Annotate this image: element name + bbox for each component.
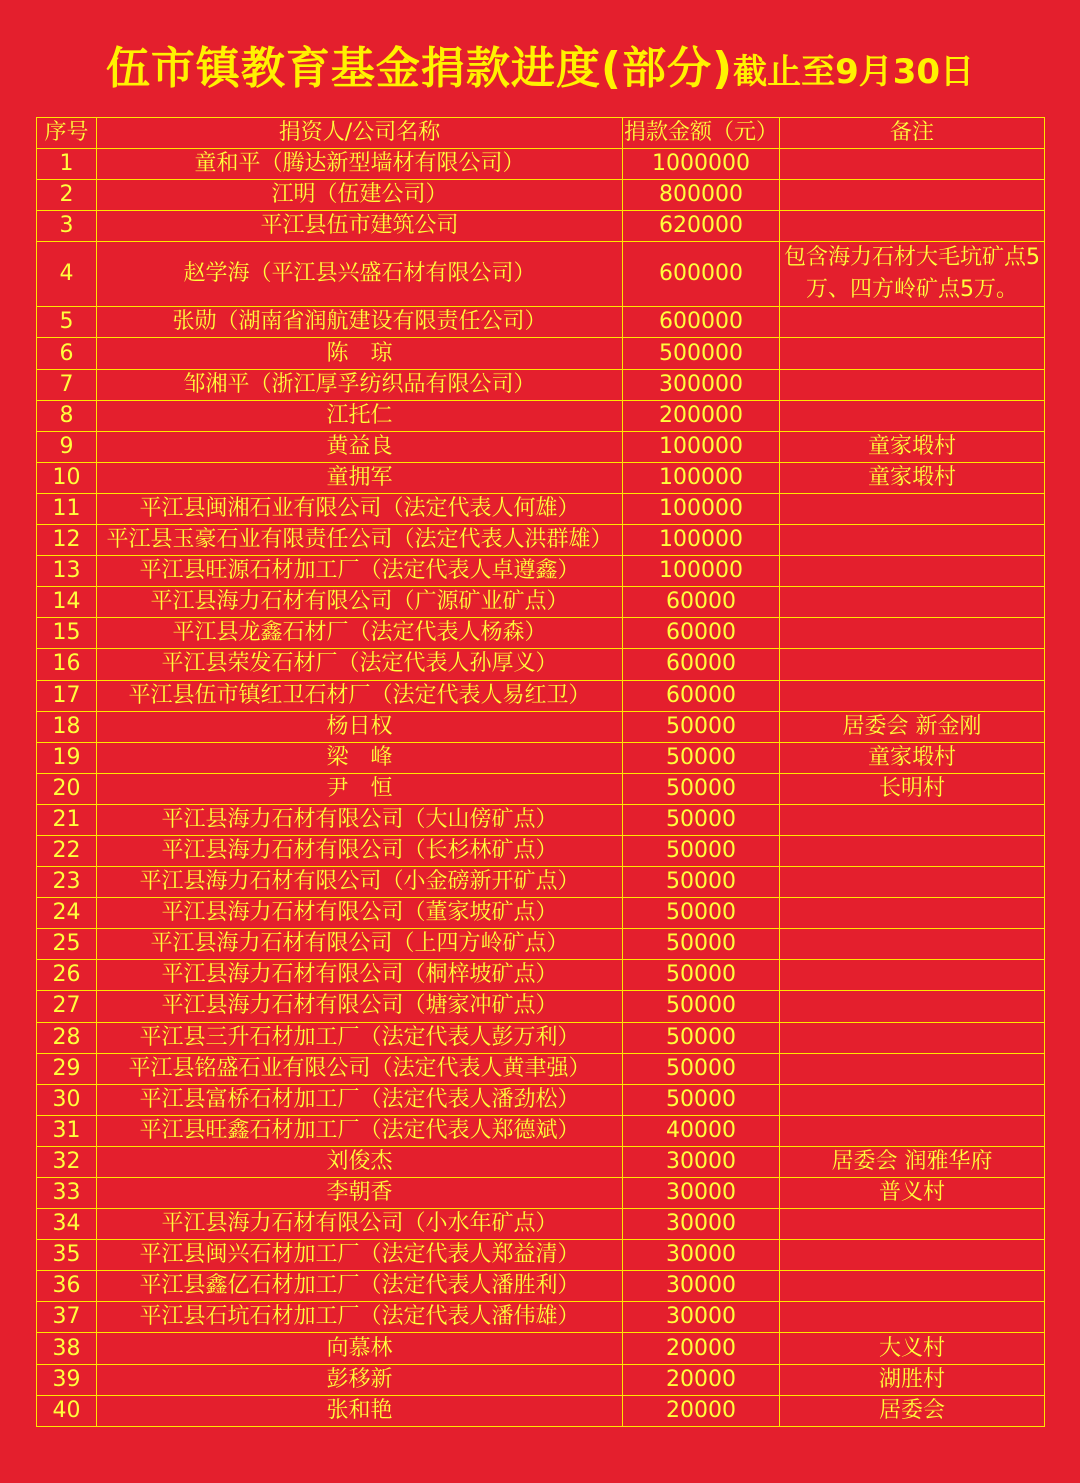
table-row <box>37 835 1045 866</box>
cell-seq: 13 <box>37 556 97 587</box>
cell-remark <box>780 1240 1045 1271</box>
cell-seq: 21 <box>37 804 97 835</box>
table-row <box>37 680 1045 711</box>
table-header-row <box>37 118 1045 149</box>
table-row <box>37 1333 1045 1364</box>
cell-name: 平江县海力石材有限公司（大山傍矿点） <box>97 804 623 835</box>
cell-remark <box>780 960 1045 991</box>
cell-seq: 32 <box>37 1146 97 1177</box>
cell-name: 童和平（腾达新型墙材有限公司） <box>97 149 623 180</box>
cell-name: 张和艳 <box>97 1395 623 1426</box>
table-row <box>37 1053 1045 1084</box>
cell-amount: 30000 <box>623 1302 780 1333</box>
cell-remark: 普义村 <box>780 1178 1045 1209</box>
cell-remark <box>780 587 1045 618</box>
cell-amount: 50000 <box>623 1022 780 1053</box>
cell-name: 平江县海力石材有限公司（上四方岭矿点） <box>97 929 623 960</box>
table-row <box>37 1146 1045 1177</box>
cell-remark <box>780 556 1045 587</box>
cell-name: 平江县海力石材有限公司（董家坡矿点） <box>97 898 623 929</box>
table-row <box>37 587 1045 618</box>
table-row <box>37 1395 1045 1426</box>
table-row <box>37 242 1045 307</box>
cell-seq: 30 <box>37 1084 97 1115</box>
cell-remark <box>780 369 1045 400</box>
cell-amount: 620000 <box>623 211 780 242</box>
cell-amount: 300000 <box>623 369 780 400</box>
header-amount: 捐款金额（元） <box>623 118 780 149</box>
table-row <box>37 525 1045 556</box>
cell-amount: 20000 <box>623 1395 780 1426</box>
cell-name: 平江县三升石材加工厂（法定代表人彭万利） <box>97 1022 623 1053</box>
cell-remark <box>780 525 1045 556</box>
cell-name: 李朝香 <box>97 1178 623 1209</box>
cell-seq: 38 <box>37 1333 97 1364</box>
cell-amount: 50000 <box>623 991 780 1022</box>
cell-remark: 居委会 润雅华府 <box>780 1146 1045 1177</box>
cell-remark: 居委会 <box>780 1395 1045 1426</box>
cell-seq: 19 <box>37 742 97 773</box>
cell-remark <box>780 804 1045 835</box>
cell-amount: 600000 <box>623 242 780 307</box>
cell-name: 平江县旺鑫石材加工厂（法定代表人郑德斌） <box>97 1115 623 1146</box>
cell-remark <box>780 1115 1045 1146</box>
cell-seq: 36 <box>37 1271 97 1302</box>
cell-amount: 50000 <box>623 1084 780 1115</box>
cell-amount: 50000 <box>623 773 780 804</box>
cell-remark: 童家塅村 <box>780 742 1045 773</box>
table-row <box>37 1240 1045 1271</box>
cell-amount: 50000 <box>623 929 780 960</box>
cell-name: 平江县龙鑫石材厂（法定代表人杨森） <box>97 618 623 649</box>
cell-remark <box>780 1209 1045 1240</box>
cell-amount: 50000 <box>623 960 780 991</box>
cell-seq: 35 <box>37 1240 97 1271</box>
cell-seq: 23 <box>37 867 97 898</box>
cell-name: 张勋（湖南省润航建设有限责任公司） <box>97 307 623 338</box>
cell-amount: 50000 <box>623 867 780 898</box>
cell-seq: 18 <box>37 711 97 742</box>
cell-seq: 16 <box>37 649 97 680</box>
cell-amount: 30000 <box>623 1178 780 1209</box>
cell-amount: 60000 <box>623 618 780 649</box>
cell-amount: 40000 <box>623 1115 780 1146</box>
header-name: 捐资人/公司名称 <box>97 118 623 149</box>
cell-remark <box>780 400 1045 431</box>
title-date: 截止至9月30日 <box>733 52 975 92</box>
header-remark: 备注 <box>780 118 1045 149</box>
cell-amount: 1000000 <box>623 149 780 180</box>
cell-name: 平江县闽兴石材加工厂（法定代表人郑益清） <box>97 1240 623 1271</box>
cell-remark <box>780 991 1045 1022</box>
title-main: 伍市镇教育基金捐款进度(部分) <box>105 43 734 94</box>
cell-name: 平江县铭盛石业有限公司（法定代表人黄聿强） <box>97 1053 623 1084</box>
cell-name: 陈 琼 <box>97 338 623 369</box>
cell-remark <box>780 649 1045 680</box>
cell-seq: 4 <box>37 242 97 307</box>
cell-amount: 30000 <box>623 1271 780 1302</box>
cell-amount: 800000 <box>623 180 780 211</box>
cell-seq: 33 <box>37 1178 97 1209</box>
table-row <box>37 1271 1045 1302</box>
cell-name: 邹湘平（浙江厚孚纺织品有限公司） <box>97 369 623 400</box>
cell-seq: 8 <box>37 400 97 431</box>
cell-seq: 24 <box>37 898 97 929</box>
cell-remark <box>780 1022 1045 1053</box>
cell-name: 童拥军 <box>97 462 623 493</box>
cell-amount: 50000 <box>623 1053 780 1084</box>
table-row <box>37 1209 1045 1240</box>
cell-amount: 100000 <box>623 493 780 524</box>
cell-amount: 50000 <box>623 835 780 866</box>
cell-amount: 100000 <box>623 462 780 493</box>
table-row <box>37 431 1045 462</box>
cell-remark <box>780 680 1045 711</box>
cell-remark: 包含海力石材大毛坑矿点5万、四方岭矿点5万。 <box>780 242 1045 307</box>
cell-seq: 15 <box>37 618 97 649</box>
cell-remark <box>780 1053 1045 1084</box>
table-row <box>37 307 1045 338</box>
cell-remark: 居委会 新金刚 <box>780 711 1045 742</box>
cell-name: 平江县荣发石材厂（法定代表人孙厚义） <box>97 649 623 680</box>
cell-remark <box>780 211 1045 242</box>
table-row <box>37 1115 1045 1146</box>
cell-amount: 30000 <box>623 1209 780 1240</box>
table-row <box>37 369 1045 400</box>
cell-seq: 37 <box>37 1302 97 1333</box>
table-row <box>37 711 1045 742</box>
cell-name: 平江县富桥石材加工厂（法定代表人潘劲松） <box>97 1084 623 1115</box>
cell-seq: 22 <box>37 835 97 866</box>
cell-name: 江明（伍建公司） <box>97 180 623 211</box>
cell-remark: 长明村 <box>780 773 1045 804</box>
table-body <box>37 149 1045 1427</box>
cell-remark <box>780 1084 1045 1115</box>
table-row <box>37 462 1045 493</box>
cell-seq: 12 <box>37 525 97 556</box>
table-row <box>37 960 1045 991</box>
table-row <box>37 991 1045 1022</box>
cell-seq: 5 <box>37 307 97 338</box>
cell-remark <box>780 1302 1045 1333</box>
cell-remark: 童家塅村 <box>780 431 1045 462</box>
cell-seq: 40 <box>37 1395 97 1426</box>
cell-remark <box>780 929 1045 960</box>
cell-amount: 200000 <box>623 400 780 431</box>
table-row <box>37 1022 1045 1053</box>
cell-name: 赵学海（平江县兴盛石材有限公司） <box>97 242 623 307</box>
cell-name: 梁 峰 <box>97 742 623 773</box>
table-row <box>37 649 1045 680</box>
cell-amount: 50000 <box>623 898 780 929</box>
cell-name: 平江县海力石材有限公司（广源矿业矿点） <box>97 587 623 618</box>
cell-seq: 7 <box>37 369 97 400</box>
table-row <box>37 493 1045 524</box>
cell-amount: 30000 <box>623 1240 780 1271</box>
table-row <box>37 1084 1045 1115</box>
cell-seq: 6 <box>37 338 97 369</box>
cell-amount: 60000 <box>623 587 780 618</box>
cell-name: 平江县海力石材有限公司（桐梓坡矿点） <box>97 960 623 991</box>
table-row <box>37 1364 1045 1395</box>
table-row <box>37 867 1045 898</box>
cell-amount: 20000 <box>623 1333 780 1364</box>
cell-seq: 29 <box>37 1053 97 1084</box>
cell-name: 刘俊杰 <box>97 1146 623 1177</box>
cell-remark <box>780 493 1045 524</box>
header-seq: 序号 <box>37 118 97 149</box>
table-row <box>37 211 1045 242</box>
table-row <box>37 773 1045 804</box>
cell-amount: 30000 <box>623 1146 780 1177</box>
cell-name: 向慕林 <box>97 1333 623 1364</box>
cell-remark <box>780 180 1045 211</box>
cell-seq: 1 <box>37 149 97 180</box>
table-row <box>37 1302 1045 1333</box>
cell-remark <box>780 1271 1045 1302</box>
cell-name: 尹 恒 <box>97 773 623 804</box>
cell-amount: 500000 <box>623 338 780 369</box>
cell-amount: 60000 <box>623 649 780 680</box>
cell-seq: 20 <box>37 773 97 804</box>
cell-remark <box>780 835 1045 866</box>
cell-amount: 100000 <box>623 525 780 556</box>
cell-name: 平江县海力石材有限公司（小金磅新开矿点） <box>97 867 623 898</box>
table-row <box>37 898 1045 929</box>
cell-name: 杨日权 <box>97 711 623 742</box>
table-row <box>37 618 1045 649</box>
cell-seq: 10 <box>37 462 97 493</box>
cell-seq: 27 <box>37 991 97 1022</box>
cell-seq: 17 <box>37 680 97 711</box>
cell-seq: 3 <box>37 211 97 242</box>
cell-seq: 28 <box>37 1022 97 1053</box>
cell-name: 平江县海力石材有限公司（长杉林矿点） <box>97 835 623 866</box>
cell-amount: 100000 <box>623 431 780 462</box>
table-row <box>37 804 1045 835</box>
cell-name: 平江县伍市建筑公司 <box>97 211 623 242</box>
cell-remark <box>780 867 1045 898</box>
table-row <box>37 149 1045 180</box>
cell-name: 彭移新 <box>97 1364 623 1395</box>
cell-seq: 9 <box>37 431 97 462</box>
cell-seq: 2 <box>37 180 97 211</box>
cell-seq: 34 <box>37 1209 97 1240</box>
cell-seq: 26 <box>37 960 97 991</box>
cell-amount: 100000 <box>623 556 780 587</box>
cell-name: 平江县闽湘石业有限公司（法定代表人何雄） <box>97 493 623 524</box>
cell-name: 平江县鑫亿石材加工厂（法定代表人潘胜利） <box>97 1271 623 1302</box>
table-row <box>37 1178 1045 1209</box>
table-row <box>37 180 1045 211</box>
page-title <box>0 38 1080 109</box>
cell-seq: 31 <box>37 1115 97 1146</box>
table-row <box>37 742 1045 773</box>
cell-name: 平江县海力石材有限公司（小水年矿点） <box>97 1209 623 1240</box>
donation-table <box>36 117 1045 1427</box>
cell-name: 平江县玉豪石业有限责任公司（法定代表人洪群雄） <box>97 525 623 556</box>
cell-name: 平江县石坑石材加工厂（法定代表人潘伟雄） <box>97 1302 623 1333</box>
cell-remark: 大义村 <box>780 1333 1045 1364</box>
cell-remark <box>780 618 1045 649</box>
cell-amount: 20000 <box>623 1364 780 1395</box>
cell-amount: 50000 <box>623 742 780 773</box>
table-row <box>37 400 1045 431</box>
table-row <box>37 556 1045 587</box>
cell-remark <box>780 149 1045 180</box>
cell-amount: 600000 <box>623 307 780 338</box>
cell-amount: 60000 <box>623 680 780 711</box>
cell-remark <box>780 898 1045 929</box>
table-row <box>37 338 1045 369</box>
cell-name: 平江县海力石材有限公司（塘家冲矿点） <box>97 991 623 1022</box>
cell-seq: 11 <box>37 493 97 524</box>
cell-remark: 湖胜村 <box>780 1364 1045 1395</box>
table-row <box>37 929 1045 960</box>
cell-amount: 50000 <box>623 804 780 835</box>
cell-seq: 14 <box>37 587 97 618</box>
cell-name: 黄益良 <box>97 431 623 462</box>
cell-name: 平江县伍市镇红卫石材厂（法定代表人易红卫） <box>97 680 623 711</box>
cell-remark <box>780 338 1045 369</box>
cell-seq: 25 <box>37 929 97 960</box>
cell-amount: 50000 <box>623 711 780 742</box>
cell-name: 江托仁 <box>97 400 623 431</box>
cell-seq: 39 <box>37 1364 97 1395</box>
cell-remark <box>780 307 1045 338</box>
cell-remark: 童家塅村 <box>780 462 1045 493</box>
cell-name: 平江县旺源石材加工厂（法定代表人卓遵鑫） <box>97 556 623 587</box>
